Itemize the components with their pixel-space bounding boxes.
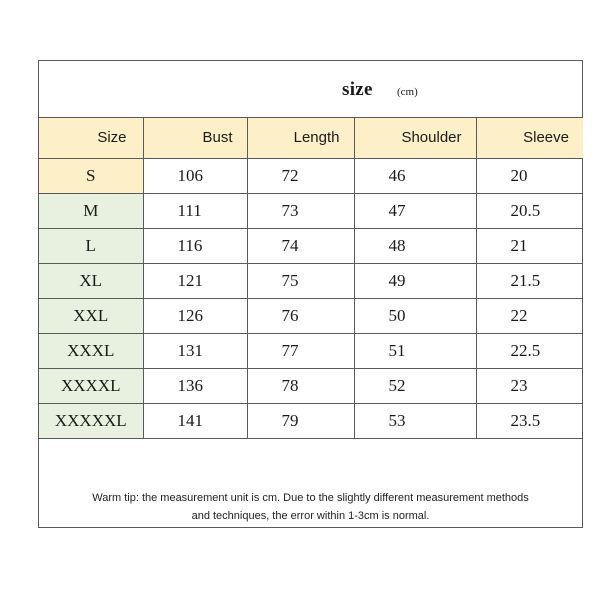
size-table bbox=[39, 118, 583, 439]
warm-tip-line-2: and techniques, the error within 1-3cm is normal. bbox=[191, 510, 430, 522]
table-row bbox=[39, 228, 583, 263]
warm-tip-note bbox=[39, 489, 582, 525]
sleeve-cell: 22 bbox=[476, 298, 583, 333]
chart-title: size bbox=[342, 79, 373, 100]
sleeve-cell: 23 bbox=[476, 368, 583, 403]
length-cell: 74 bbox=[247, 228, 354, 263]
header-length: Length bbox=[247, 118, 354, 158]
warm-tip-line-1: Warm tip: the measurement unit is cm. Due to the slightly different measurement methods bbox=[92, 492, 529, 504]
shoulder-cell: 48 bbox=[354, 228, 476, 263]
shoulder-cell: 46 bbox=[354, 158, 476, 193]
header-shoulder: Shoulder bbox=[354, 118, 476, 158]
shoulder-cell: 53 bbox=[354, 403, 476, 438]
table-row bbox=[39, 368, 583, 403]
size-cell: XL bbox=[39, 263, 143, 298]
shoulder-cell: 50 bbox=[354, 298, 476, 333]
sleeve-cell: 23.5 bbox=[476, 403, 583, 438]
shoulder-cell: 47 bbox=[354, 193, 476, 228]
sleeve-cell: 21 bbox=[476, 228, 583, 263]
size-cell: XXXXL bbox=[39, 368, 143, 403]
bust-cell: 126 bbox=[143, 298, 247, 333]
length-cell: 73 bbox=[247, 193, 354, 228]
bust-cell: 131 bbox=[143, 333, 247, 368]
sleeve-cell: 22.5 bbox=[476, 333, 583, 368]
sleeve-cell: 20 bbox=[476, 158, 583, 193]
title-bar bbox=[39, 61, 582, 118]
shoulder-cell: 49 bbox=[354, 263, 476, 298]
length-cell: 77 bbox=[247, 333, 354, 368]
header-bust: Bust bbox=[143, 118, 247, 158]
chart-unit: (cm) bbox=[397, 86, 418, 98]
size-cell: XXXL bbox=[39, 333, 143, 368]
size-cell: XXL bbox=[39, 298, 143, 333]
length-cell: 75 bbox=[247, 263, 354, 298]
table-header-row bbox=[39, 118, 583, 158]
header-size: Size bbox=[39, 118, 143, 158]
size-cell: S bbox=[39, 158, 143, 193]
bust-cell: 111 bbox=[143, 193, 247, 228]
table-row bbox=[39, 158, 583, 193]
length-cell: 72 bbox=[247, 158, 354, 193]
table-row bbox=[39, 263, 583, 298]
sleeve-cell: 20.5 bbox=[476, 193, 583, 228]
size-chart bbox=[38, 60, 583, 528]
shoulder-cell: 52 bbox=[354, 368, 476, 403]
bust-cell: 136 bbox=[143, 368, 247, 403]
table-row bbox=[39, 333, 583, 368]
bust-cell: 141 bbox=[143, 403, 247, 438]
size-cell: L bbox=[39, 228, 143, 263]
bust-cell: 121 bbox=[143, 263, 247, 298]
bust-cell: 116 bbox=[143, 228, 247, 263]
table-row bbox=[39, 403, 583, 438]
length-cell: 76 bbox=[247, 298, 354, 333]
length-cell: 78 bbox=[247, 368, 354, 403]
table-row bbox=[39, 298, 583, 333]
header-sleeve: Sleeve bbox=[476, 118, 583, 158]
size-cell: M bbox=[39, 193, 143, 228]
length-cell: 79 bbox=[247, 403, 354, 438]
table-row bbox=[39, 193, 583, 228]
size-cell: XXXXXL bbox=[39, 403, 143, 438]
bust-cell: 106 bbox=[143, 158, 247, 193]
shoulder-cell: 51 bbox=[354, 333, 476, 368]
sleeve-cell: 21.5 bbox=[476, 263, 583, 298]
